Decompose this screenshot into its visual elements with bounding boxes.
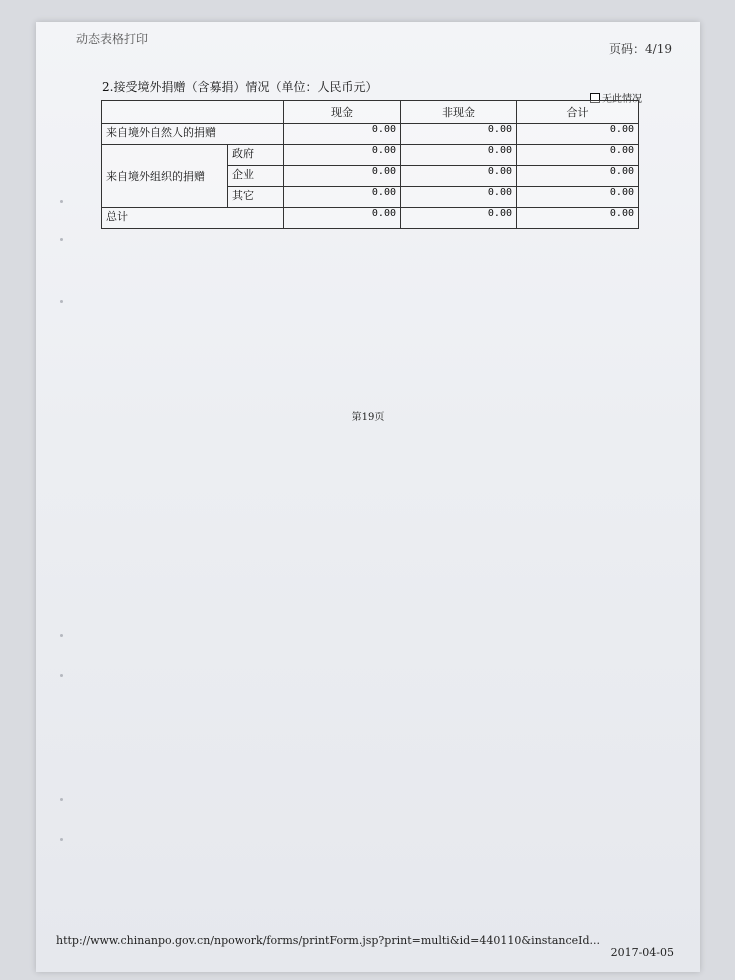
print-header-title: 动态表格打印 — [76, 32, 149, 46]
noncash-cell: 0.00 — [401, 187, 517, 208]
table-header-row — [102, 101, 639, 124]
noncash-cell: 0.00 — [401, 166, 517, 187]
total-cell: 0.00 — [517, 208, 639, 229]
row-sub-label: 政府 — [228, 145, 284, 166]
binder-hole — [60, 838, 63, 841]
noncash-cell: 0.00 — [401, 124, 517, 145]
total-cell: 0.00 — [517, 145, 639, 166]
row-label: 总计 — [102, 208, 284, 229]
noncash-cell: 0.00 — [401, 208, 517, 229]
total-cell: 0.00 — [517, 124, 639, 145]
donations-table — [101, 100, 639, 229]
row-group-label: 来自境外组织的捐赠 — [102, 145, 228, 208]
binder-hole — [60, 300, 63, 303]
binder-hole — [60, 674, 63, 677]
footer-url: http://www.chinanpo.gov.cn/npowork/forms/printForm.jsp?print=multi&id=440110&instanceId... — [56, 934, 601, 947]
binder-hole — [60, 200, 63, 203]
header-blank-cell — [102, 101, 284, 124]
binder-hole — [60, 634, 63, 637]
page-number: 第19页 — [351, 412, 385, 423]
row-sub-label: 其它 — [228, 187, 284, 208]
cash-cell: 0.00 — [284, 124, 401, 145]
cash-cell: 0.00 — [284, 187, 401, 208]
row-sub-label: 企业 — [228, 166, 284, 187]
document-page — [36, 22, 700, 972]
cash-cell: 0.00 — [284, 208, 401, 229]
cash-cell: 0.00 — [284, 145, 401, 166]
page-indicator: 页码：4/19 — [609, 42, 672, 56]
footer-date: 2017-04-05 — [610, 946, 674, 959]
no-case-label: 无此情况 — [602, 94, 642, 105]
noncash-cell: 0.00 — [401, 145, 517, 166]
column-header: 非现金 — [401, 101, 517, 124]
total-cell: 0.00 — [517, 187, 639, 208]
binder-hole — [60, 238, 63, 241]
table-row — [102, 124, 639, 145]
table-row — [102, 145, 639, 166]
row-label: 来自境外自然人的捐赠 — [102, 124, 284, 145]
section-title: 2.接受境外捐赠（含募捐）情况（单位：人民币元） — [102, 80, 378, 94]
column-header: 合计 — [517, 101, 639, 124]
total-cell: 0.00 — [517, 166, 639, 187]
table-row — [102, 208, 639, 229]
binder-hole — [60, 798, 63, 801]
cash-cell: 0.00 — [284, 166, 401, 187]
column-header: 现金 — [284, 101, 401, 124]
